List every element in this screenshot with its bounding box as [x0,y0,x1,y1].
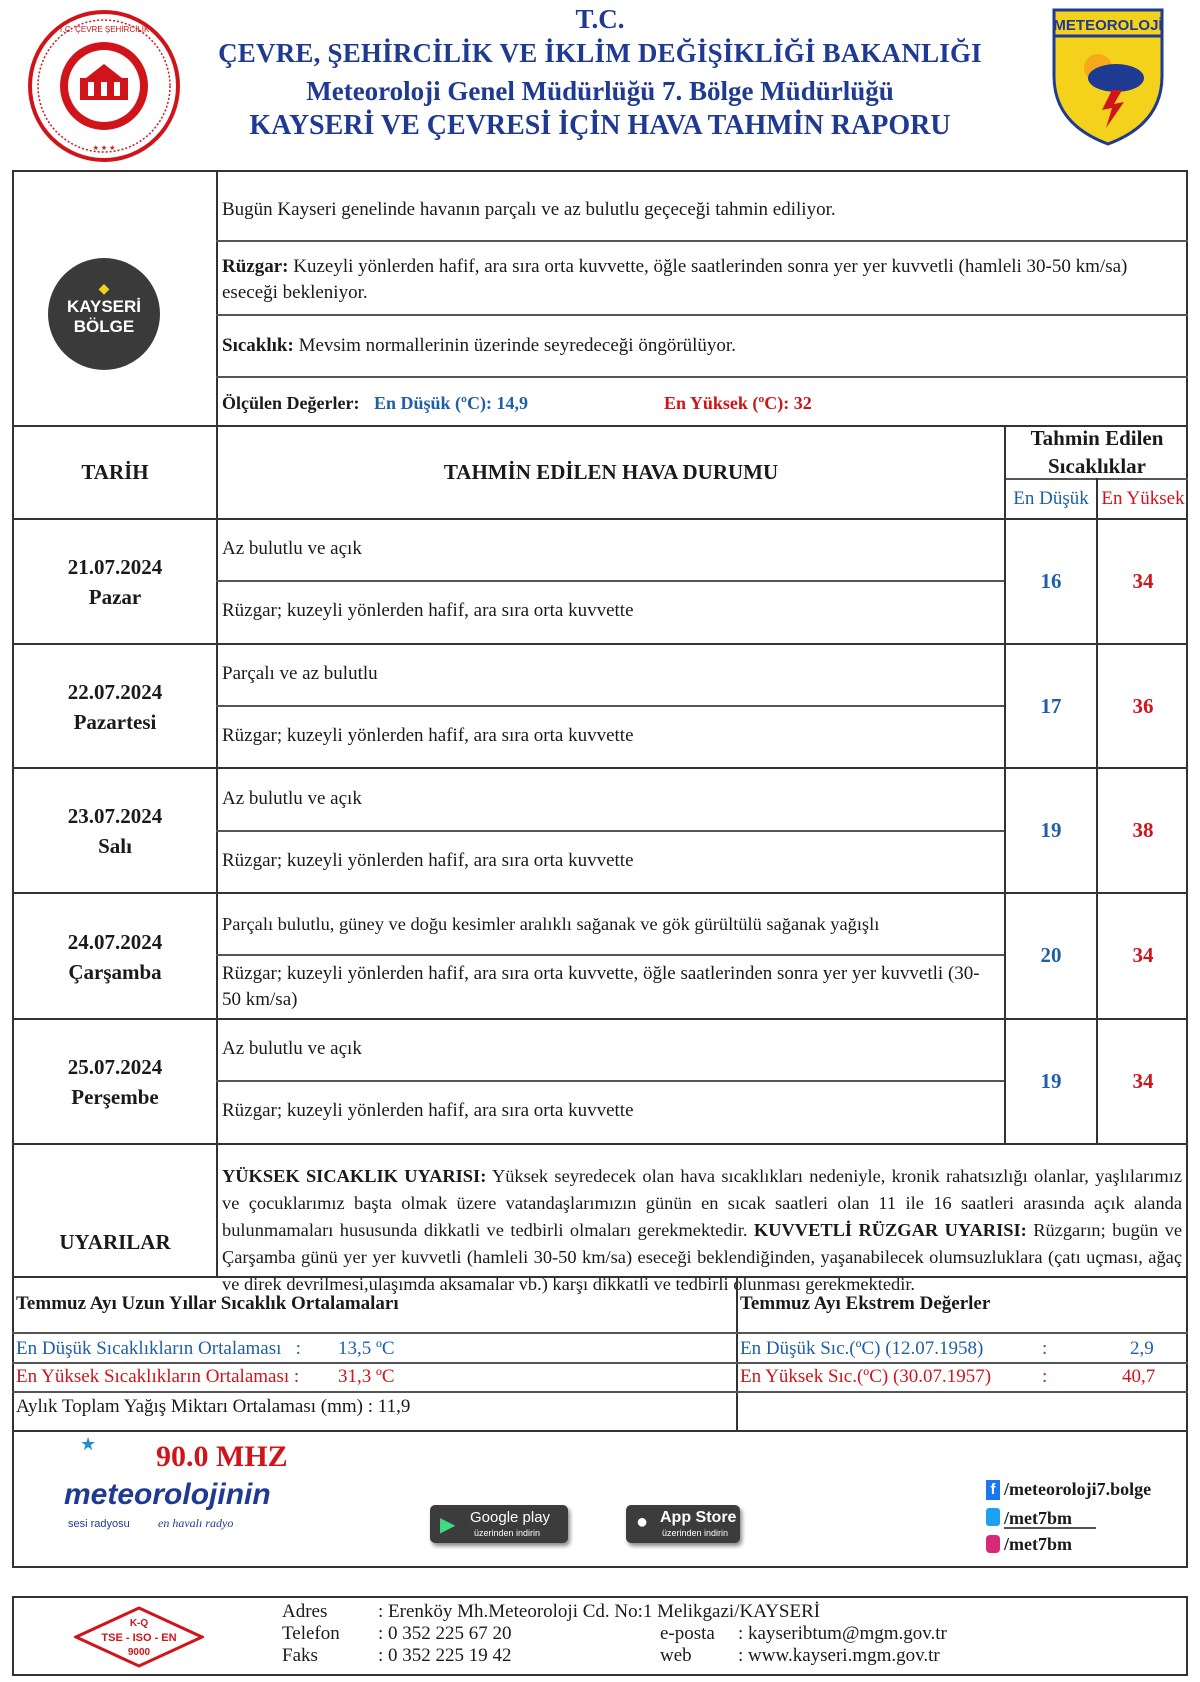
summary-wind-label: Rüzgar: [222,256,289,277]
row1-day: Pazar [88,585,142,609]
cert-line2: TSE - ISO - EN [101,1632,177,1644]
instagram-handle[interactable]: /met7bm [1004,1534,1072,1554]
avg-min-label: En Düşük Sıcaklıkların Ortalaması : [16,1338,301,1359]
row3-min: 19 [1040,818,1062,842]
row2-weather: Parçalı ve az bulutlu [222,663,378,684]
heat-warning-title: YÜKSEK SICAKLIK UYARISI: [222,1166,487,1186]
row5-weather: Az bulutlu ve açık [222,1038,362,1059]
row5-min: 19 [1040,1069,1062,1093]
web-value[interactable]: : www.kayseri.mgm.gov.tr [738,1645,940,1666]
google-play-button[interactable] [430,1505,568,1543]
summary-divider-2 [216,314,1188,316]
header-tc: T.C. [575,4,625,34]
google-play-icon: ▶ [440,1514,456,1536]
ext-min-label: En Düşük Sıc.(ºC) (12.07.1958) [740,1338,984,1359]
instagram-icon [986,1535,1000,1553]
fax-value: : 0 352 225 19 42 [378,1645,512,1666]
summary-temp-text: Mevsim normallerinin üzerinde seyredeceği öngörülüyor. [298,335,736,356]
rain-average: Aylık Toplam Yağış Miktarı Ortalaması (mm) : 11,9 [16,1396,411,1417]
row3-max: 38 [1132,818,1154,842]
row5-border [12,1143,1188,1145]
ext-min-value: 2,9 [1130,1338,1154,1359]
row2-date: 22.07.2024 [67,680,163,704]
kayseri-bolge-badge [48,258,160,370]
col-max-header: En Yüksek [1101,488,1185,509]
summary-divider-1 [216,240,1188,242]
summary-temp-label: Sıcaklık: [222,335,294,356]
google-play-sublabel: üzerinden indirin [474,1528,541,1538]
cert-line1: K-Q [129,1618,149,1629]
row1-date: 21.07.2024 [67,555,163,579]
wind-warning-text: Rüzgarın; bugün ve Çarşamba günü yer yer kuvvetli (hamleli 30-50 km/sa) eseceği beklendiğinden, yaşanabilecek olumsuzluklara (çatı uçması, ağaç ve direk devrilmesi,ulaşımda aksamalar vb.) karşı dikkatli ve tedbirli olunması gerekmektedir. [222,1220,1182,1294]
row5-inner-divider [216,1080,1004,1082]
climate-divider-1 [12,1332,1188,1334]
page-title: KAYSERİ VE ÇEVRESİ İÇİN HAVA TAHMİN RAPORU [249,110,951,141]
row1-wind: Rüzgar; kuzeyli yönlerden hafif, ara sıra orta kuvvette [222,600,634,621]
address-label: Adres [282,1601,328,1622]
table-header-border [12,518,1188,520]
radio-star-icon: ★ [80,1434,97,1454]
badge-line2: BÖLGE [73,317,135,336]
row5-date: 25.07.2024 [67,1055,163,1079]
climate-divider [736,1276,738,1430]
climate-bottom-border [12,1430,1188,1432]
warnings-border [12,1276,1188,1278]
row3-border [12,892,1188,894]
phone-value: : 0 352 225 67 20 [378,1623,512,1644]
ext-max-colon: : [1042,1366,1048,1387]
tse-iso-certificate-icon [74,1606,204,1668]
badge-line1: KAYSERİ [66,297,141,316]
row5-max: 34 [1132,1069,1154,1093]
row1-max: 34 [1132,569,1154,593]
facebook-icon: f [986,1480,1000,1500]
row2-min: 17 [1040,694,1062,718]
row1-inner-divider [216,580,1004,582]
summary-temp [222,333,1182,359]
row2-day: Pazartesi [73,710,157,734]
summary-general: Bugün Kayseri genelinde havanın parçalı ve az bulutlu geçeceği tahmin ediliyor. [222,199,836,220]
ext-max-label: En Yüksek Sıc.(ºC) (30.07.1957) [740,1366,992,1387]
row4-border [12,1018,1188,1020]
row2-wind: Rüzgar; kuzeyli yönlerden hafif, ara sıra orta kuvvette [222,725,634,746]
row1-min: 16 [1040,569,1062,593]
row3-day: Salı [98,834,132,858]
col-date-header: TARİH [81,460,149,484]
heat-warning-text: Yüksek seyredecek olan hava sıcaklıkları nedeniyle, kronik rahatsızlığı olanlar, yaşlılarımız ve çocuklarımız başta olmak üzere vatandaşlarımızın günün en sıcak saatleri olan 11 ile 16 saatleri arasında açık alanda bulunmamaları hususunda dikkatli ve tedbirli olmaları gerekmektedir. [222,1166,1182,1240]
google-play-label: Google play [470,1509,551,1526]
email-label: e-posta [660,1623,715,1644]
row1-weather: Az bulutlu ve açık [222,538,362,559]
measured-label: Ölçülen Değerler: [222,393,360,413]
col-temps-header-l1: Tahmin Edilen [1030,426,1164,450]
row4-inner-divider [216,954,1004,956]
warnings-label: UYARILAR [59,1230,171,1254]
summary-wind [222,254,1172,306]
weather-temps-divider [1004,425,1006,1143]
svg-text:T.C. ÇEVRE ŞEHİRCİLİK: T.C. ÇEVRE ŞEHİRCİLİK [58,25,150,34]
row3-wind: Rüzgar; kuzeyli yönlerden hafif, ara sıra orta kuvvette [222,850,634,871]
radio-name: meteorolojinin [64,1478,271,1511]
app-store-label: App Store [660,1509,737,1526]
row4-weather: Parçalı bulutlu, güney ve doğu kesimler aralıklı sağanak ve gök gürültülü sağanak yağışlı [222,914,880,934]
header-ministry: ÇEVRE, ŞEHİRCİLİK VE İKLİM DEĞİŞİKLİĞİ BAKANLIĞI [218,38,982,68]
climate-divider-3 [12,1391,1188,1393]
logo-text: METEOROLOJİ [1053,17,1163,34]
radio-frequency: 90.0 MHZ [156,1440,288,1473]
radio-slogan: en havalı radyo [158,1516,234,1530]
avg-max-label: En Yüksek Sıcaklıkların Ortalaması : [16,1366,300,1387]
avg-min-value: 13,5 ºC [338,1338,395,1359]
row4-day: Çarşamba [68,960,162,984]
climate-ext-title: Temmuz Ayı Ekstrem Değerler [740,1293,991,1314]
row1-border [12,643,1188,645]
header-directorate: Meteoroloji Genel Müdürlüğü 7. Bölge Müdürlüğü [306,76,894,106]
facebook-handle[interactable]: /meteoroloji7.bolge [1004,1479,1152,1499]
row4-wind: Rüzgar; kuzeyli yönlerden hafif, ara sıra orta kuvvette, öğle saatlerinden sonra yer yer kuvvetli (30-50 km/sa) [222,963,980,1010]
app-store-sublabel: üzerinden indirin [662,1528,729,1538]
ministry-seal-icon [26,8,182,164]
row4-min: 20 [1040,943,1062,967]
email-value[interactable]: : kayseribtum@mgm.gov.tr [738,1623,947,1644]
cert-line3: 9000 [127,1647,151,1658]
row2-max: 36 [1132,694,1154,718]
twitter-icon [986,1508,1000,1526]
fax-label: Faks [282,1645,318,1666]
row3-weather: Az bulutlu ve açık [222,788,362,809]
col-weather-header: TAHMİN EDİLEN HAVA DURUMU [443,460,779,484]
ext-max-value: 40,7 [1122,1366,1156,1387]
twitter-handle[interactable]: /met7bm [1004,1508,1072,1528]
col-min-header: En Düşük [1013,488,1089,509]
row2-inner-divider [216,705,1004,707]
climate-avg-title: Temmuz Ayı Uzun Yıllar Sıcaklık Ortalamaları [16,1293,399,1314]
phone-label: Telefon [282,1623,340,1644]
summary-wind-text: Kuzeyli yönlerden hafif, ara sıra orta kuvvette, öğle saatlerinden sonra yer yer kuvvetli (hamleli 30-50 km/sa) eseceği bekleniyor. [222,256,1128,303]
apple-icon: ● [636,1511,649,1533]
row4-max: 34 [1132,943,1154,967]
left-column-divider [216,170,218,1276]
twitter-underline [1004,1527,1096,1529]
svg-text:★ ★ ★: ★ ★ ★ [92,145,116,152]
row4-date: 24.07.2024 [67,930,163,954]
row2-border [12,767,1188,769]
app-store-button[interactable] [626,1505,740,1543]
measured-max: En Yüksek (ºC): 32 [664,393,812,413]
row3-inner-divider [216,830,1004,832]
avg-max-value: 31,3 ºC [338,1366,395,1387]
meteoroloji-logo-icon [1050,6,1166,148]
row5-wind: Rüzgar; kuzeyli yönlerden hafif, ara sıra orta kuvvette [222,1100,634,1121]
col-temps-header-l2: Sıcaklıklar [1047,454,1147,478]
web-label: web [660,1645,692,1666]
row3-date: 23.07.2024 [67,804,163,828]
measured-min: En Düşük (ºC): 14,9 [374,393,528,413]
address-value: : Erenköy Mh.Meteoroloji Cd. No:1 Melikgazi/KAYSERİ [378,1601,821,1622]
badge-star-icon: ◆ [98,280,110,296]
row5-day: Perşembe [71,1085,159,1109]
radio-sub: sesi radyosu [68,1518,130,1530]
wind-warning-title: KUVVETLİ RÜZGAR UYARISI: [753,1220,1027,1240]
ext-min-colon: : [1042,1338,1048,1359]
summary-divider-3 [216,376,1188,378]
